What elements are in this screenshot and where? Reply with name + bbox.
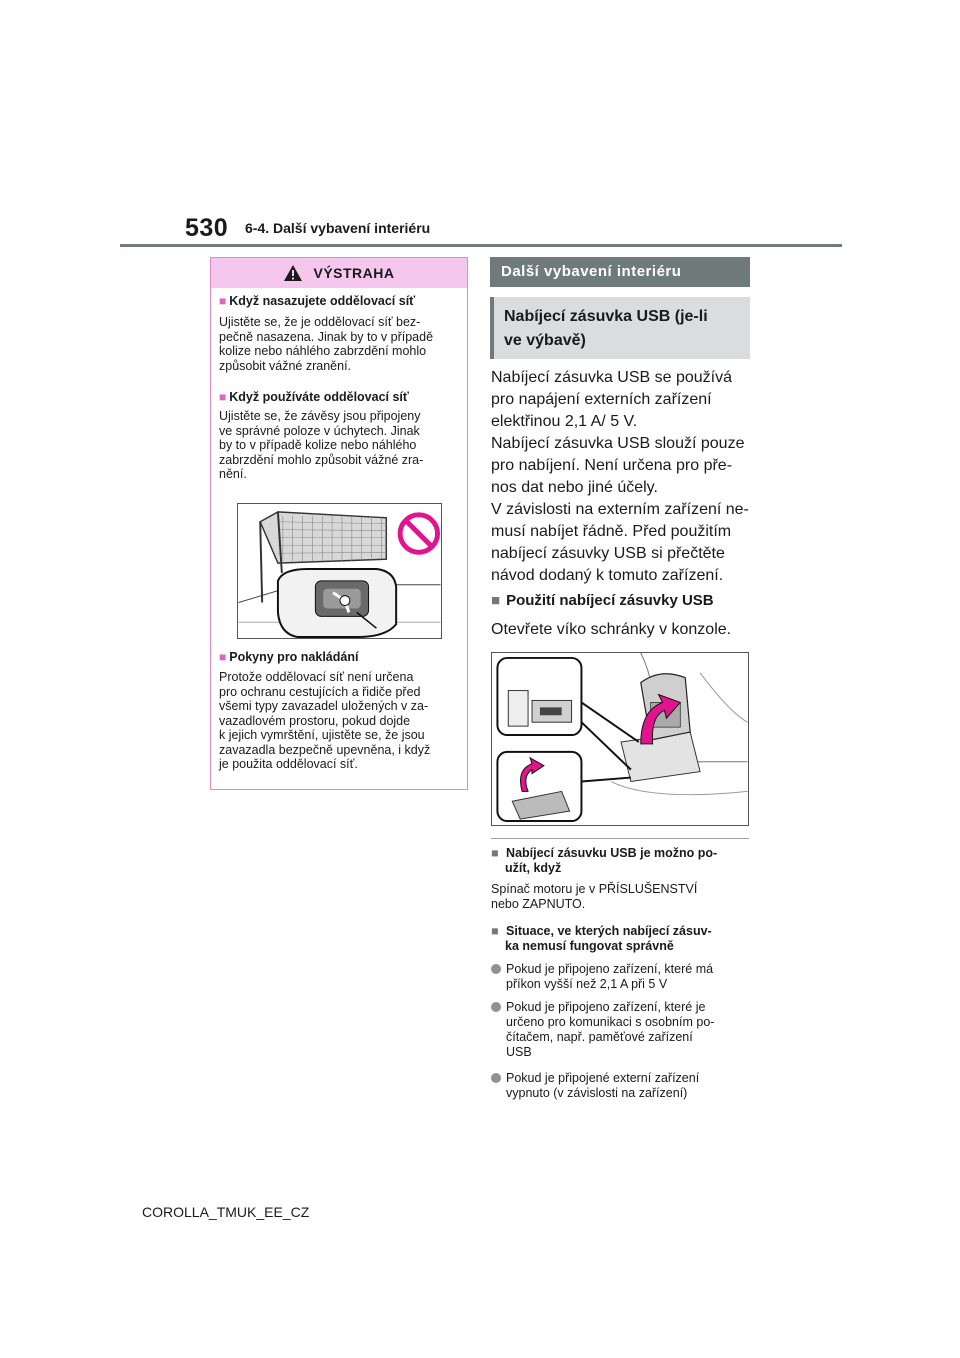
text-line: k jejich vymrštění, ujistěte se, že jsou xyxy=(219,728,425,742)
text-line: vazadlovém prostoru, pokud dojde xyxy=(219,713,411,728)
intro-line: nabíjecí zásuvky USB si přečtěte xyxy=(491,545,725,562)
text-line: všemi typy zavazadel uložených v za- xyxy=(219,699,429,713)
text-line: určeno pro komunikaci s osobním po- xyxy=(506,1015,715,1029)
intro-line: elektřinou 2,1 A/ 5 V. xyxy=(491,413,638,430)
intro-line: návod dodaný k tomuto zařízení. xyxy=(491,567,724,584)
section-title: 6-4. Další vybavení interiéru xyxy=(245,220,431,236)
intro-line: V závislosti na externím zařízení ne- xyxy=(491,501,749,518)
warning-header xyxy=(211,258,467,288)
text-line: způsobit vážné zranění. xyxy=(219,358,352,373)
intro-line: pro napájení externích zařízení xyxy=(491,391,712,408)
heading-line: Nabíjecí zásuvku USB je možno po- xyxy=(506,846,718,860)
text-line: Pokud je připojené externí zařízení xyxy=(506,1071,700,1085)
text-line: Ujistěte se, že je oddělovací síť bez- xyxy=(219,315,421,329)
text-line: USB xyxy=(506,1045,532,1059)
heading-line: užít, když xyxy=(505,861,562,875)
topic-title-box xyxy=(490,297,750,359)
note-heading-when xyxy=(491,846,717,876)
text-line: vypnuto (v závislosti na zařízení) xyxy=(506,1086,688,1100)
warning-box xyxy=(210,257,468,790)
intro-line: pro nabíjení. Není určena pro pře- xyxy=(491,457,733,474)
intro-line: Nabíjecí zásuvka USB slouží pouze xyxy=(491,435,745,452)
usage-instruction: Otevřete víko schránky v konzole. xyxy=(491,621,732,638)
text-line: Ujistěte se, že závěsy jsou připojeny xyxy=(219,409,421,423)
text-line: Protože oddělovací síť není určena xyxy=(219,670,414,684)
text-line: by to v případě kolize nebo náhlého xyxy=(219,438,417,452)
intro-line: Nabíjecí zásuvka USB se používá xyxy=(491,369,733,386)
warning-subheading-3: ■ Pokyny pro nakládání xyxy=(219,650,358,665)
note-text-when xyxy=(491,882,697,911)
section-divider xyxy=(491,838,749,839)
warning-subheading-1: ■ Když nasazujete oddělovací síť xyxy=(219,294,415,309)
intro-line: nos dat nebo jiné účely. xyxy=(491,479,658,496)
cargo-net-illustration xyxy=(237,503,442,639)
warning-text-3 xyxy=(219,670,463,772)
text-line: Pokud je připojeno zařízení, které je xyxy=(506,1000,706,1014)
bullet-dot-icon xyxy=(491,1073,501,1083)
header-rule xyxy=(120,244,842,247)
chapter-bar: Další vybavení interiéru xyxy=(490,257,750,287)
note-heading-situations xyxy=(491,924,712,954)
text-line: kolize nebo náhlého zabrzdění mohlo xyxy=(219,344,427,358)
warning-text-1 xyxy=(219,315,463,373)
text-line: je použita oddělovací síť. xyxy=(219,757,358,771)
intro-line: musí nabíjet řádně. Před použitím xyxy=(491,523,732,540)
usb-console-illustration xyxy=(491,652,749,826)
text-line: zavazadla bezpečně upevněna, i když xyxy=(219,742,431,757)
text-line: ve správné poloze v úchytech. Jinak xyxy=(219,423,420,438)
warning-text-2 xyxy=(219,409,463,482)
text-line: pro ochranu cestujících a řidiče před xyxy=(219,684,421,699)
text-line: Spínač motoru je v PŘÍSLUŠENSTVÍ xyxy=(491,882,698,896)
heading-line: Situace, ve kterých nabíjecí zásuv- xyxy=(506,924,712,938)
bullet-dot-icon xyxy=(491,1002,501,1012)
text-line: nebo ZAPNUTO. xyxy=(491,896,586,911)
text-line: čítačem, např. paměťové zařízení xyxy=(506,1030,693,1044)
warning-triangle-icon xyxy=(283,264,303,282)
warning-subheading-2: ■ Když používáte oddělovací síť xyxy=(219,390,409,405)
text-line: pečně nasazena. Jinak by to v případě xyxy=(219,329,434,344)
footer-document-code: COROLLA_TMUK_EE_CZ xyxy=(142,1204,310,1220)
page-number: 530 xyxy=(185,214,229,242)
topic-title-line: ve výbavě) xyxy=(504,332,586,349)
text-line: příkon vyšší než 2,1 A při 5 V xyxy=(506,977,668,991)
bullet-dot-icon xyxy=(491,964,501,974)
warning-title: VÝSTRAHA xyxy=(313,265,395,281)
topic-title-line: Nabíjecí zásuvka USB (je-li xyxy=(504,308,708,325)
text-line: nění. xyxy=(219,467,247,481)
text-line: zabrzdění mohlo způsobit vážné zra- xyxy=(219,452,424,467)
usage-heading: ■ Použití nabíjecí zásuvky USB xyxy=(491,592,714,609)
heading-line: ka nemusí fungovat správně xyxy=(505,939,674,953)
text-line: Pokud je připojeno zařízení, které má xyxy=(506,962,714,976)
